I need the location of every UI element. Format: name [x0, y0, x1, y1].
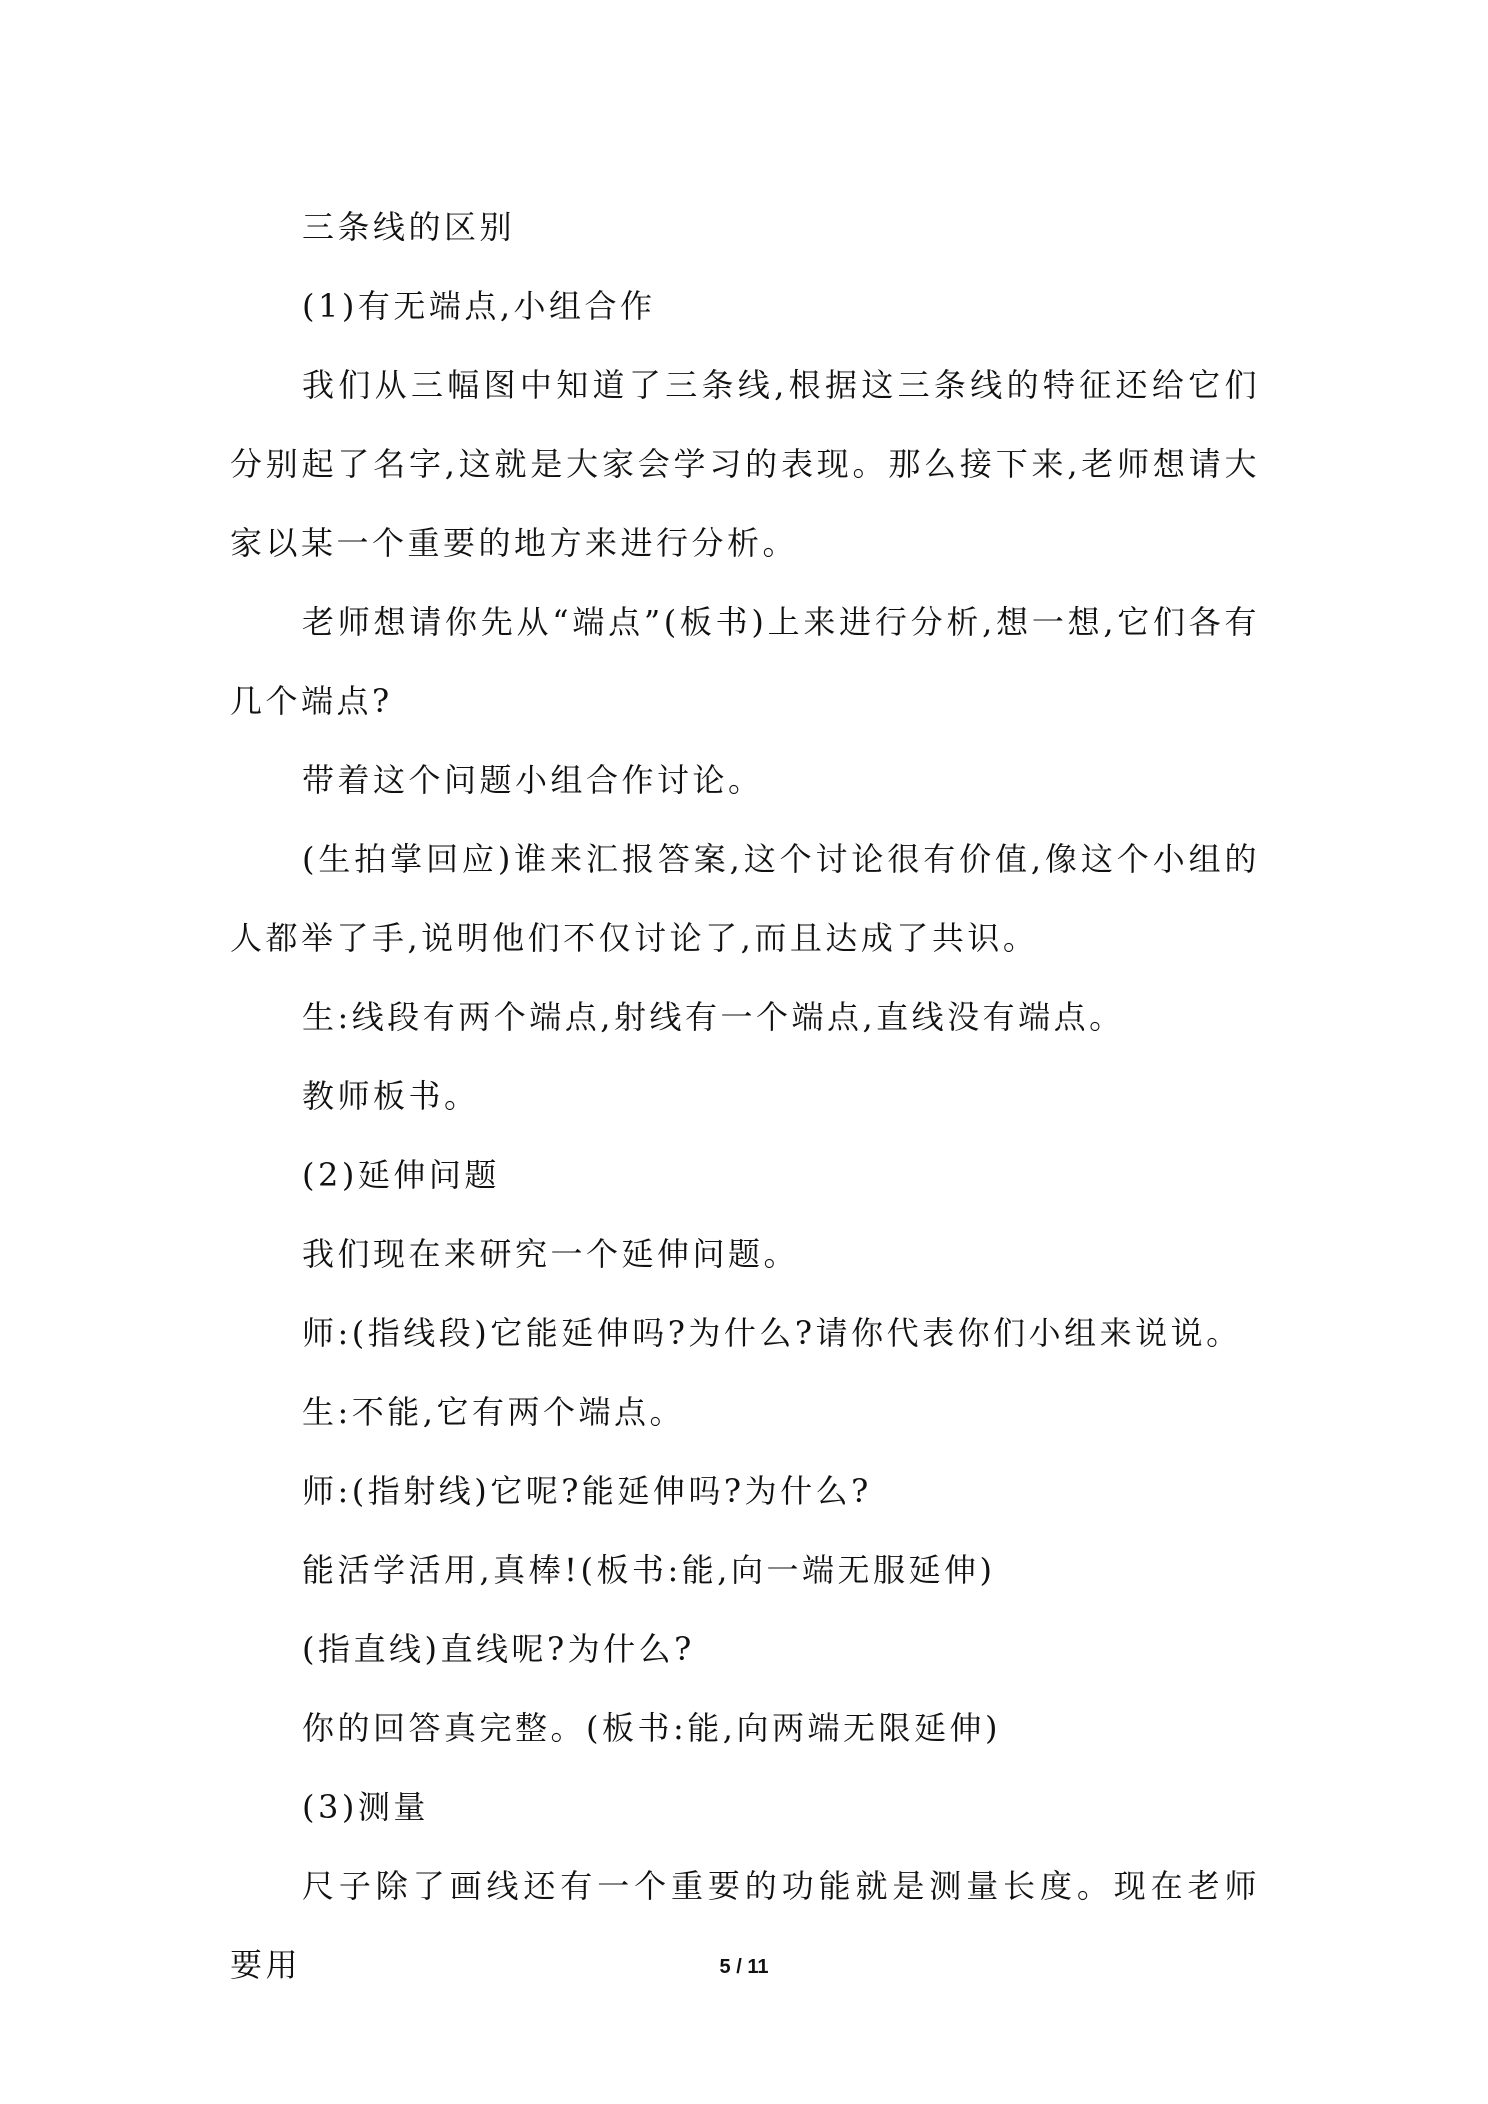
paragraph-15: (指直线)直线呢?为什么? — [302, 1630, 695, 1668]
paragraph-8: 教师板书。 — [302, 1077, 480, 1115]
paragraph-13: 师:(指射线)它呢?能延伸吗?为什么? — [302, 1472, 872, 1510]
document-body — [230, 188, 1260, 2005]
paragraph-10: 我们现在来研究一个延伸问题。 — [302, 1235, 800, 1273]
paragraph-7: 生:线段有两个端点,射线有一个端点,直线没有端点。 — [302, 998, 1125, 1036]
paragraph-16: 你的回答真完整。(板书:能,向两端无限延伸) — [302, 1709, 1001, 1747]
paragraph-2: (1)有无端点,小组合作 — [302, 287, 656, 325]
paragraph-9: (2)延伸问题 — [302, 1156, 500, 1194]
page-number: 5 / 11 — [719, 1956, 769, 1978]
paragraph-1: 三条线的区别 — [302, 208, 516, 246]
paragraph-14: 能活学活用,真棒!(板书:能,向一端无服延伸) — [302, 1551, 996, 1589]
paragraph-5: 带着这个问题小组合作讨论。 — [302, 761, 764, 799]
paragraph-12: 生:不能,它有两个端点。 — [302, 1393, 685, 1431]
paragraph-6: (生拍掌回应)谁来汇报答案,这个讨论很有价值,像这个小组的人都举了手,说明他们不仅讨论了,而且达成了共识。 — [230, 840, 1260, 957]
paragraph-18: 尺子除了画线还有一个重要的功能就是测量长度。现在老师要用 — [230, 1867, 1260, 1984]
paragraph-17: (3)测量 — [302, 1788, 429, 1826]
paragraph-4: 老师想请你先从“端点”(板书)上来进行分析,想一想,它们各有几个端点? — [230, 603, 1260, 720]
paragraph-3: 我们从三幅图中知道了三条线,根据这三条线的特征还给它们分别起了名字,这就是大家会学习的表现。那么接下来,老师想请大家以某一个重要的地方来进行分析。 — [230, 366, 1260, 562]
paragraph-11: 师:(指线段)它能延伸吗?为什么?请你代表你们小组来说说。 — [302, 1314, 1242, 1352]
